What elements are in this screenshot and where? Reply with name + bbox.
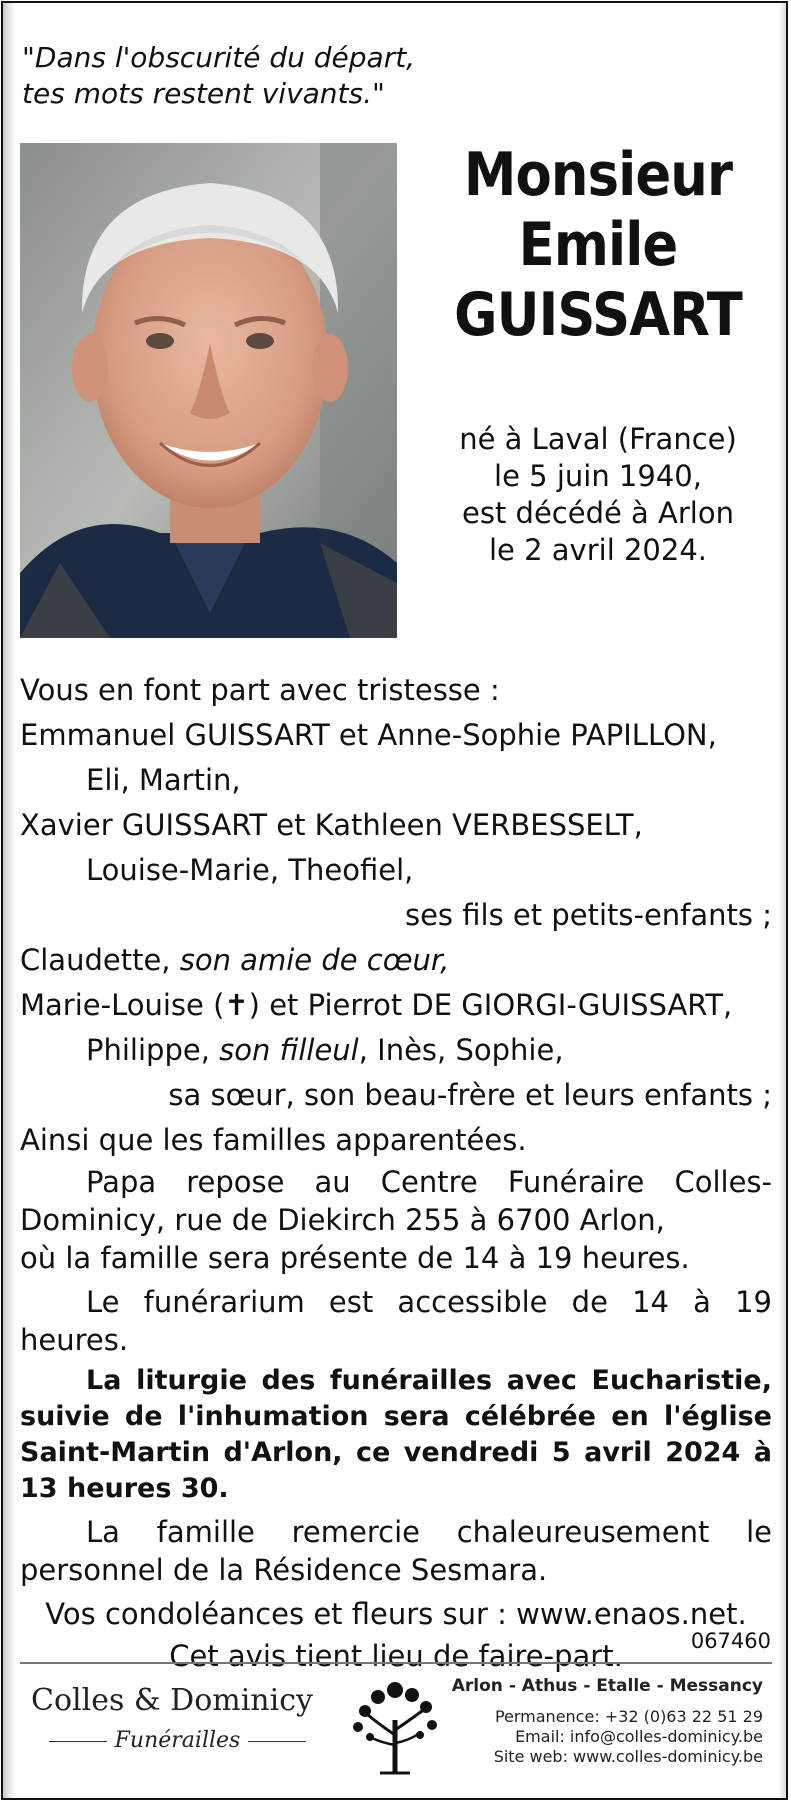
info-notice: Cet avis tient lieu de faire-part. [169,1639,623,1673]
info-access: Le funérarium est accessible de 14 à 19 heures. [20,1285,772,1357]
family-sister: Marie-Louise (✝) et Pierrot DE GIORGI-GUISSART, [20,988,733,1022]
name-first: Emile [518,210,678,280]
info-repose [20,1163,772,1277]
company-subtitle [40,1728,315,1753]
quote-line-1: "Dans l'obscurité du départ, [22,41,416,74]
footer-divider [20,1662,772,1664]
info-thanks: La famille remercie chaleureusement le personnel de la Résidence Sesmara. [20,1515,772,1587]
notice-code: 067460 [690,1629,771,1653]
tree-icon [340,1675,450,1779]
portrait-photo [20,143,397,638]
info-presence: où la famille sera présente de 14 à 19 heures. [20,1241,690,1275]
birth-death-info [420,421,776,569]
company-name: Colles & Dominicy [31,1683,313,1718]
epitaph-quote [22,40,442,112]
quote-line-2: tes mots restent vivants." [22,77,385,110]
info-condolences: Vos condoléances et fleurs sur : www.enaos.net. [45,1597,747,1631]
birth-date: le 5 juin 1940, [494,459,702,493]
name-last: GUISSART [454,280,742,350]
nephew-name: Philippe, [86,1033,220,1067]
nephew-rest: , Inès, Sophie, [358,1033,564,1067]
name-title: Monsieur [463,140,733,210]
family-sons-role: ses fils et petits-enfants ; [404,898,772,932]
portrait-illustration [20,143,397,638]
info-repose-text: Papa repose au Centre Funéraire Colles-Dominicy, rue de Diekirch 255 à 6700 Arlon, [20,1165,772,1237]
family-son-1: Emmanuel GUISSART et Anne-Sophie PAPILLON, [20,718,717,752]
family-son-2: Xavier GUISSART et Kathleen VERBESSELT, [20,808,643,842]
family-friend [20,938,772,983]
obituary-body [20,668,772,1677]
family-related: Ainsi que les familles apparentées. [20,1123,527,1157]
family-sister-role: sa sœur, son beau-frère et leurs enfants ; [168,1078,772,1112]
family-nephews [20,1028,772,1073]
info-liturgy: La liturgie des funérailles avec Eucharistie, suivie de l'inhumation sera célébrée en l'église Saint-Martin d'Arlon, ce vendredi 5 avril 2024 à 13 heures 30. [20,1365,772,1504]
family-son-2-children: Louise-Marie, Theofiel, [86,853,414,887]
company-cities: Arlon - Athus - Etalle - Messancy [451,1676,763,1696]
company-subtitle-text: Funérailles [114,1728,241,1753]
family-intro: Vous en font part avec tristesse : [20,673,500,707]
death-date: le 2 avril 2024. [489,533,707,567]
friend-name: Claudette, [20,943,180,977]
company-contact [452,1676,763,1767]
birth-place: né à Laval (France) [459,422,737,456]
friend-role: son amie de cœur, [179,943,450,977]
company-phone: Permanence: +32 (0)63 22 51 29 [494,1707,763,1726]
death-place: est décédé à Arlon [462,496,734,530]
company-website[interactable]: Site web: www.colles-dominicy.be [493,1747,763,1766]
company-email[interactable]: Email: info@colles-dominicy.be [515,1727,763,1746]
deceased-name [441,140,754,350]
family-son-1-children: Eli, Martin, [86,763,241,797]
nephew-role: son filleul [219,1033,359,1067]
